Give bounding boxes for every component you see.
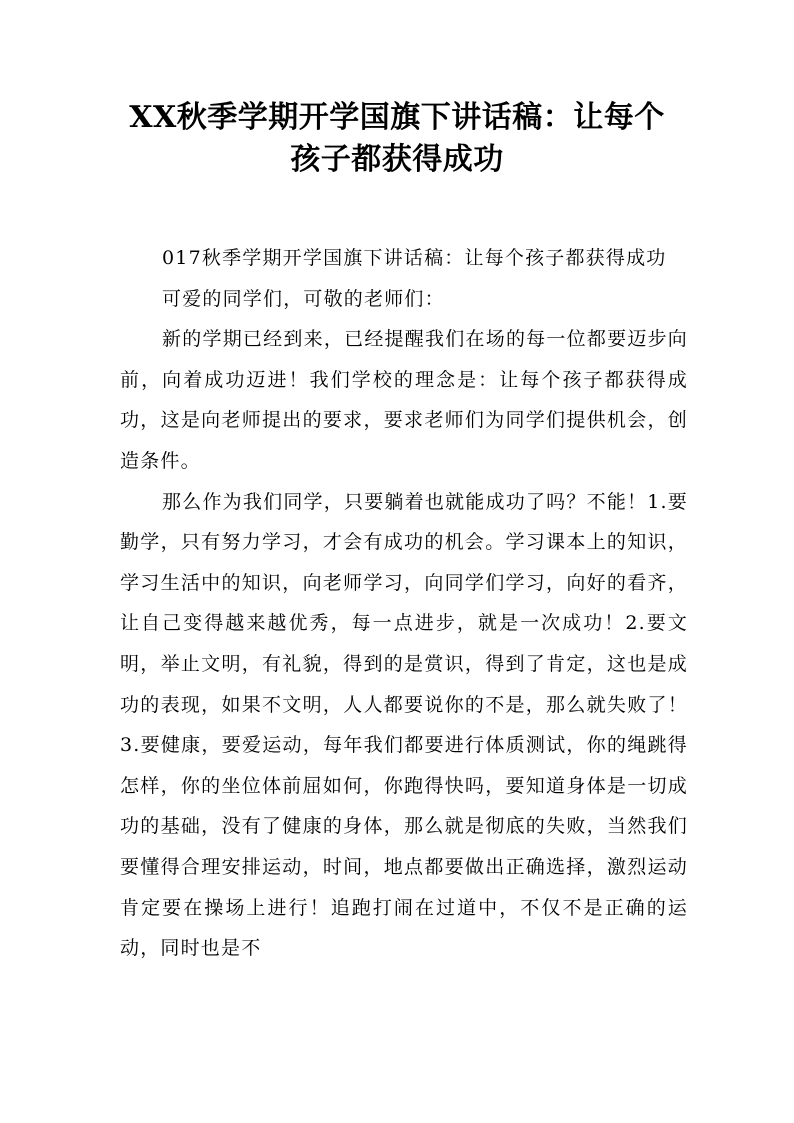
- document-body: [120, 238, 688, 969]
- document-title-line-2: 孩子都获得成功: [290, 142, 504, 177]
- paragraph-main: 那么作为我们同学，只要躺着也就能成功了吗？不能！1.要勤学，只有努力学习，才会有成功的机会。学习课本上的知识，学习生活中的知识，向老师学习，向同学们学习，向好的看齐，让自己变得越来越优秀，每一点进步，就是一次成功！2.要文明，举止文明，有礼貌，得到的是赏识，得到了肯定，这也是成功的表现，如果不文明，人人都要说你的不是，那么就失败了！3.要健康，要爱运动，每年我们都要进行体质测试，你的绳跳得怎样，你的坐位体前屈如何，你跑得快吗，要知道身体是一切成功的基础，没有了健康的身体，那么就是彻底的失败，当然我们要懂得合理安排运动，时间，地点都要做出正确选择，激烈运动肯定要在操场上进行！追跑打闹在过道中，不仅不是正确的运动，同时也是不: [120, 490, 688, 960]
- paragraph-heading-repeat: 017秋季学期开学国旗下讲话稿：让每个孩子都获得成功: [162, 247, 667, 269]
- document-title-line-1: XX秋季学期开学国旗下讲话稿：让每个: [129, 100, 665, 135]
- paragraph-intro: 新的学期已经到来，已经提醒我们在场的每一位都要迈步向前，向着成功迈进！我们学校的理念是：让每个孩子都获得成功，这是向老师提出的要求，要求老师们为同学们提供机会，创造条件。: [120, 328, 688, 472]
- paragraph-greeting: 可爱的同学们，可敬的老师们：: [162, 287, 445, 310]
